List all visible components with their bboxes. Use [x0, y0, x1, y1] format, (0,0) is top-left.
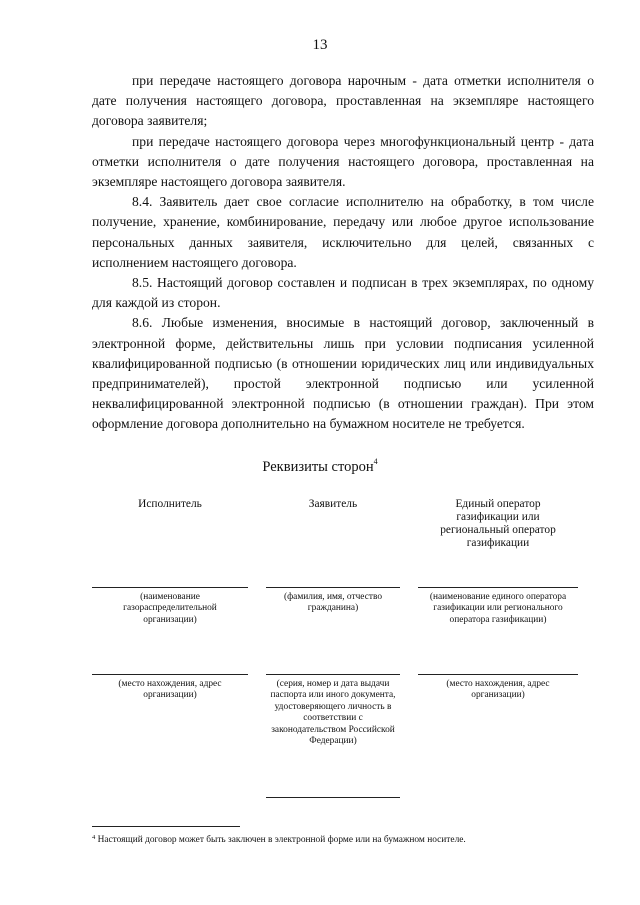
applicant-name-line: [266, 587, 400, 588]
footnote-mark: 4: [92, 834, 96, 841]
operator-name-line: [418, 587, 578, 588]
column-heading-executor: Исполнитель: [138, 498, 202, 510]
executor-name-line: [92, 587, 248, 588]
requisites-title: [0, 457, 640, 476]
paragraph-8-4: 8.4. Заявитель дает свое согласие исполнителю на обработку, в том числе получение, хранение, комбинирование, передачу или любое другое использование персональных данных заявителя, исключительно для целей, связанных с исполнением настоящего договора.: [92, 194, 594, 270]
footnote-separator: [92, 826, 240, 827]
operator-name-caption: (наименование единого оператора газификации или регионального оператора газификации): [429, 592, 567, 625]
applicant-passport-caption: (серия, номер и дата выдачи паспорта или иного документа, удостоверяющего личность в соответствии с законодательством Российской Федерации): [270, 679, 396, 747]
operator-address-line: [418, 674, 578, 675]
column-heading-applicant: Заявитель: [308, 498, 358, 510]
executor-name-caption: (наименование газораспределительной организации): [123, 592, 217, 625]
executor-address-line: [92, 674, 248, 675]
applicant-name-caption: (фамилия, имя, отчество гражданина): [283, 592, 383, 614]
requisites-title-text: Реквизиты сторон: [262, 459, 374, 475]
applicant-signature-line: [266, 797, 400, 798]
paragraph-mfc-delivery: при передаче настоящего договора через многофункциональный центр - дата отметки исполнителя о дате получения настоящего договора, проставленная на экземпляре настоящего договора заявителя.: [92, 133, 594, 190]
contract-body: [92, 71, 594, 435]
paragraph-hand-delivery: при передаче настоящего договора нарочным - дата отметки исполнителя о дате получения настоящего договора, проставленная на экземпляре настоящего договора заявителя;: [92, 73, 594, 129]
column-heading-gas-operator: Единый оператор газификации или региональный оператор газификации: [440, 498, 556, 549]
page-number: 13: [312, 37, 328, 53]
paragraph-8-6: 8.6. Любые изменения, вносимые в настоящий договор, заключенный в электронной форме, действительны лишь при условии подписания усиленной квалифицированной подписью (в отношении юридических лиц или индивидуальных предпринимателей), простой электронной подписью или усиленной неквалифицированной электронной подписью (в отношении граждан). При этом оформление договора дополнительно на бумажном носителе не требуется.: [92, 315, 594, 432]
executor-address-caption: (место нахождения, адрес организации): [118, 679, 222, 701]
operator-address-caption: (место нахождения, адрес организации): [446, 679, 550, 701]
footnote-text: Настоящий договор может быть заключен в электронной форме или на бумажном носителе.: [97, 835, 466, 845]
applicant-passport-line: [266, 674, 400, 675]
footnote-reference: 4: [373, 457, 378, 466]
footnote: [92, 832, 612, 846]
paragraph-8-5: 8.5. Настоящий договор составлен и подписан в трех экземплярах, по одному для каждой из сторон.: [92, 275, 594, 311]
